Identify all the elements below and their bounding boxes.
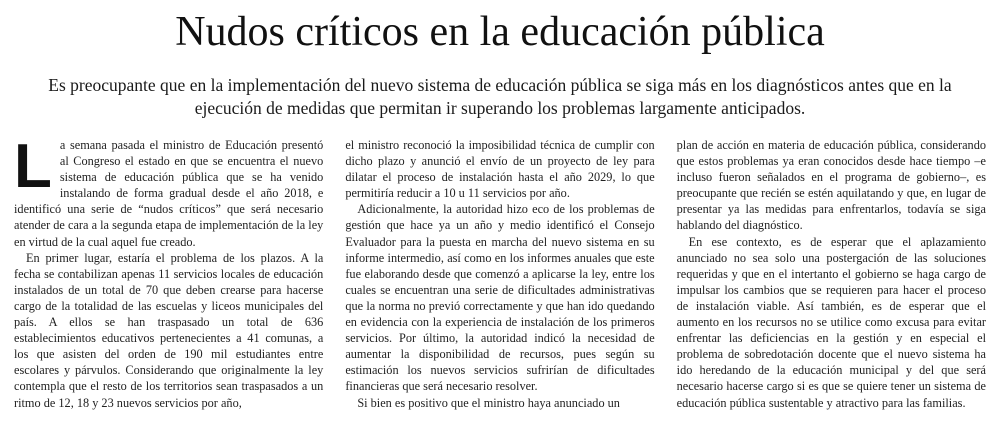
paragraph: Adicionalmente, la autoridad hizo eco de los problemas de gestión que hace ya un año y medio identificó el Consejo Evaluador para la puesta en marcha del nuevo sistema en su informe intermedio, así como en los informes anuales que este fue elaborando desde que comenzó a aplicarse la ley, entre los cuales se encuentran una serie de dificultades administrativas que la norma no previó correctamente y que han ido quedando en evidencia con la experiencia de instalación de los primeros servicios. Por último, la autoridad indicó la necesidad de aumentar la disponibilidad de recursos, pues según su estimación los nuevos servicios sufrirían de dificultades financieras que será necesario resolver. [345,202,655,394]
paragraph: En ese contexto, es de esperar que el aplazamiento anunciado no sea solo una postergación de las soluciones requeridas y que en el intertanto el gobierno se haga cargo de impulsar los cambios que se requieren para hacer el proceso de instalación viable. Así también, es de esperar que el aumento en los recursos no se utilice como excusa para evitar enfrentar las deficiencias en la gestión y en especial el problema de sobredotación docente que el nuevo sistema ha ido heredando de la educación municipal y del que será necesario hacerse cargo si es que se quiere tener un sistema de educación pública sustentable y atractivo para las familias. [676,234,986,410]
first-paragraph-block [14,132,324,250]
column-2 [345,137,654,411]
headline: Nudos críticos en la educación pública [175,9,825,55]
dek: Es preocupante que en la implementación del nuevo sistema de educación pública se siga más en los diagnósticos antes que en la ejecución de medidas que permitan ir superando los problemas largamente anticipados. [48,75,952,118]
column-1 [14,132,324,411]
paragraph: En primer lugar, estaría el problema de los plazos. A la fecha se contabilizan apenas 11 servicios locales de educación instalados de un total de 70 que deben crearse para hacerse cargo de la totalidad de las escuelas y liceos municipales del país. A ellos se han traspasado un total de 636 establecimientos educativos pertenecientes a 41 comunas, a los que asisten del orden de 190 mil estudiantes entre escolares y párvulos. Considerando que originalmente la ley contempla que el resto de los territorios sean traspasados a un ritmo de 12, 18 y 23 nuevos servicios por año, [14,250,324,410]
paragraph: el ministro reconoció la imposibilidad técnica de cumplir con dicho plazo y anunció el envío de un proyecto de ley para dilatar el proceso de instalación hasta el año 2029, lo que permitiría reducir a 10 u 11 servicios por año. [345,138,655,201]
dropcap: L [14,132,52,201]
paragraph: plan de acción en materia de educación pública, considerando que estos problemas ya eran conocidos desde hace tiempo –e incluso fueron señalados en el programa de gobierno–, es preocupante que recién se estén aquilatando y que, en lugar de presentar ya las medidas para enfrentarlos, todavía se siga hablando del diagnóstico. [676,138,986,233]
paragraph: Si bien es positivo que el ministro haya anunciado un [357,395,620,410]
column-3 [677,137,986,411]
article-body [14,132,986,411]
paragraph: a semana pasada el ministro de Educación presentó al Congreso el estado en que se encuentra el nuevo sistema de educación pública que se ha venido instalando de forma gradual desde el año 2018, e identificó una serie de “nudos críticos” que será necesario atender de cara a la segunda etapa de implementación de la ley en virtud de la cual aquel fue creado. [14,138,324,249]
